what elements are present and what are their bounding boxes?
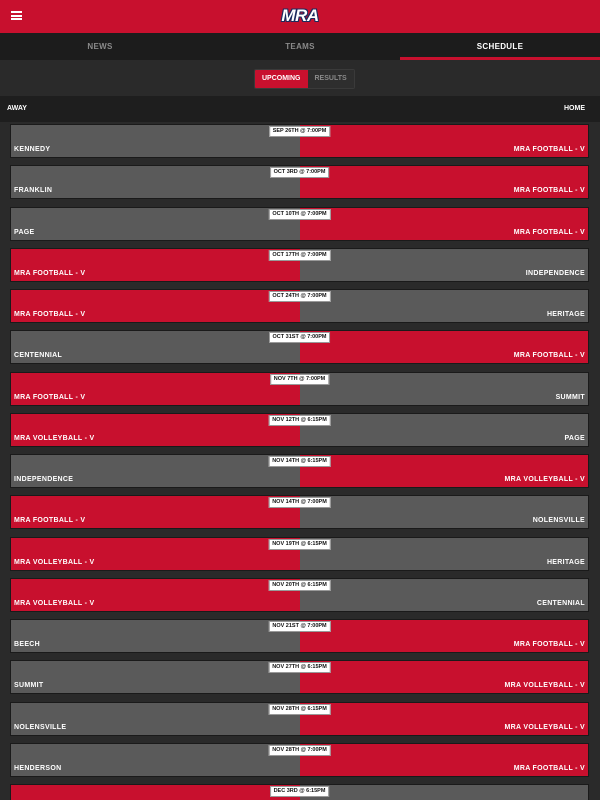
home-team-panel (300, 703, 589, 735)
game-row[interactable] (11, 496, 588, 528)
home-team-panel (300, 785, 589, 800)
home-team-name: INDEPENDENCE (525, 269, 585, 277)
home-team-name: SUMMIT (555, 393, 585, 401)
upcoming-button[interactable]: UPCOMING (255, 70, 308, 88)
game-date-badge: NOV 12TH @ 6:15PM (268, 415, 331, 426)
home-team-name: MRA VOLLEYBALL - V (504, 682, 585, 690)
away-team-panel (11, 703, 300, 735)
schedule-filter-bar (0, 60, 600, 96)
main-nav (0, 33, 600, 60)
away-team-name: INDEPENDENCE (14, 476, 74, 483)
game-list[interactable] (0, 122, 600, 800)
tab-news[interactable]: NEWS (87, 42, 113, 51)
home-team-panel (300, 538, 589, 570)
away-header: AWAY (7, 105, 27, 112)
away-team-panel (11, 538, 300, 570)
home-team-name: HERITAGE (546, 558, 585, 566)
game-date-badge: NOV 27TH @ 6:15PM (268, 662, 331, 673)
home-team-name: MRA FOOTBALL - V (513, 764, 585, 772)
game-date-badge: NOV 19TH @ 6:15PM (268, 539, 331, 550)
home-team-panel (300, 455, 589, 487)
home-team-name: PAGE (564, 434, 585, 442)
game-row[interactable] (11, 579, 588, 611)
away-team-name: FRANKLIN (14, 187, 53, 195)
home-team-panel (300, 620, 589, 652)
home-team-name: MRA FOOTBALL - V (513, 641, 585, 648)
home-team-panel (300, 208, 589, 240)
home-team-panel (300, 744, 589, 776)
game-row[interactable] (11, 785, 588, 800)
game-row[interactable] (11, 744, 588, 776)
away-team-panel (11, 620, 300, 652)
game-row[interactable] (11, 620, 588, 652)
game-date-badge: OCT 10TH @ 7:00PM (268, 209, 330, 220)
game-date-badge: SEP 26TH @ 7:00PM (269, 126, 331, 137)
away-team-name: MRA VOLLEYBALL - V (14, 434, 95, 442)
away-team-panel (11, 208, 300, 240)
away-team-name: KENNEDY (14, 146, 51, 153)
away-team-name: MRA FOOTBALL - V (14, 393, 86, 401)
home-team-name: MRA FOOTBALL - V (513, 146, 585, 153)
game-date-badge: NOV 28TH @ 6:15PM (268, 704, 331, 715)
home-team-name: MRA FOOTBALL - V (513, 187, 585, 195)
away-team-name: MRA FOOTBALL - V (14, 517, 86, 525)
game-row[interactable] (11, 455, 588, 487)
away-team-panel (11, 414, 300, 446)
away-team-name: MRA FOOTBALL - V (14, 311, 86, 318)
game-date-badge: OCT 3RD @ 7:00PM (270, 167, 330, 178)
game-row[interactable] (11, 125, 588, 157)
game-row[interactable] (11, 661, 588, 693)
away-team-panel (11, 455, 300, 487)
home-header: HOME (564, 105, 585, 112)
away-team-panel (11, 373, 300, 405)
game-row[interactable] (11, 249, 588, 281)
game-date-badge: NOV 28TH @ 7:00PM (268, 745, 331, 756)
game-row[interactable] (11, 290, 588, 322)
away-team-name: CENTENNIAL (14, 352, 63, 360)
upcoming-results-toggle (254, 69, 355, 89)
away-team-panel (11, 785, 300, 800)
schedule-column-headers (0, 96, 600, 122)
app-header (0, 0, 600, 33)
home-team-name: MRA FOOTBALL - V (513, 352, 585, 360)
game-date-badge: NOV 14TH @ 6:15PM (268, 456, 331, 467)
away-team-panel (11, 579, 300, 611)
game-date-badge: DEC 3RD @ 6:15PM (270, 786, 330, 797)
game-row[interactable] (11, 331, 588, 363)
game-date-badge: OCT 17TH @ 7:00PM (268, 250, 330, 261)
home-team-name: MRA VOLLEYBALL - V (504, 723, 585, 731)
home-team-panel (300, 249, 589, 281)
tab-teams[interactable]: TEAMS (285, 42, 315, 51)
home-team-name: NOLENSVILLE (532, 517, 585, 525)
home-team-panel (300, 166, 589, 198)
away-team-name: MRA VOLLEYBALL - V (14, 599, 95, 607)
game-date-badge: NOV 7TH @ 7:00PM (270, 374, 330, 385)
mra-logo: MRA (281, 6, 319, 25)
home-team-panel (300, 579, 589, 611)
away-team-name: BEECH (14, 641, 41, 648)
home-team-name: HERITAGE (546, 311, 585, 318)
game-row[interactable] (11, 538, 588, 570)
away-team-name: SUMMIT (14, 682, 44, 690)
away-team-panel (11, 166, 300, 198)
game-date-badge: OCT 24TH @ 7:00PM (268, 291, 330, 302)
away-team-panel (11, 496, 300, 528)
results-button[interactable]: RESULTS (308, 70, 354, 88)
game-row[interactable] (11, 373, 588, 405)
home-team-name: MRA VOLLEYBALL - V (504, 476, 585, 483)
home-team-panel (300, 373, 589, 405)
away-team-panel (11, 661, 300, 693)
game-date-badge: NOV 14TH @ 7:00PM (268, 497, 331, 508)
game-date-badge: NOV 21ST @ 7:00PM (268, 621, 330, 632)
game-date-badge: NOV 20TH @ 6:15PM (268, 580, 331, 591)
away-team-name: NOLENSVILLE (14, 723, 67, 731)
away-team-name: MRA FOOTBALL - V (14, 269, 86, 277)
away-team-panel (11, 331, 300, 363)
game-row[interactable] (11, 414, 588, 446)
home-team-panel (300, 290, 589, 322)
home-team-panel (300, 496, 589, 528)
away-team-panel (11, 125, 300, 157)
away-team-panel (11, 744, 300, 776)
home-team-panel (300, 414, 589, 446)
away-team-panel (11, 290, 300, 322)
tab-schedule[interactable]: SCHEDULE (400, 33, 600, 60)
away-team-panel (11, 249, 300, 281)
game-row[interactable] (11, 166, 588, 198)
game-row[interactable] (11, 208, 588, 240)
away-team-name: PAGE (14, 228, 35, 236)
home-team-panel (300, 125, 589, 157)
game-date-badge: OCT 31ST @ 7:00PM (269, 332, 331, 343)
home-team-panel (300, 331, 589, 363)
home-team-name: CENTENNIAL (536, 599, 585, 607)
home-team-name: MRA FOOTBALL - V (513, 228, 585, 236)
away-team-name: MRA VOLLEYBALL - V (14, 558, 95, 566)
home-team-panel (300, 661, 589, 693)
away-team-name: HENDERSON (14, 764, 62, 772)
game-row[interactable] (11, 703, 588, 735)
